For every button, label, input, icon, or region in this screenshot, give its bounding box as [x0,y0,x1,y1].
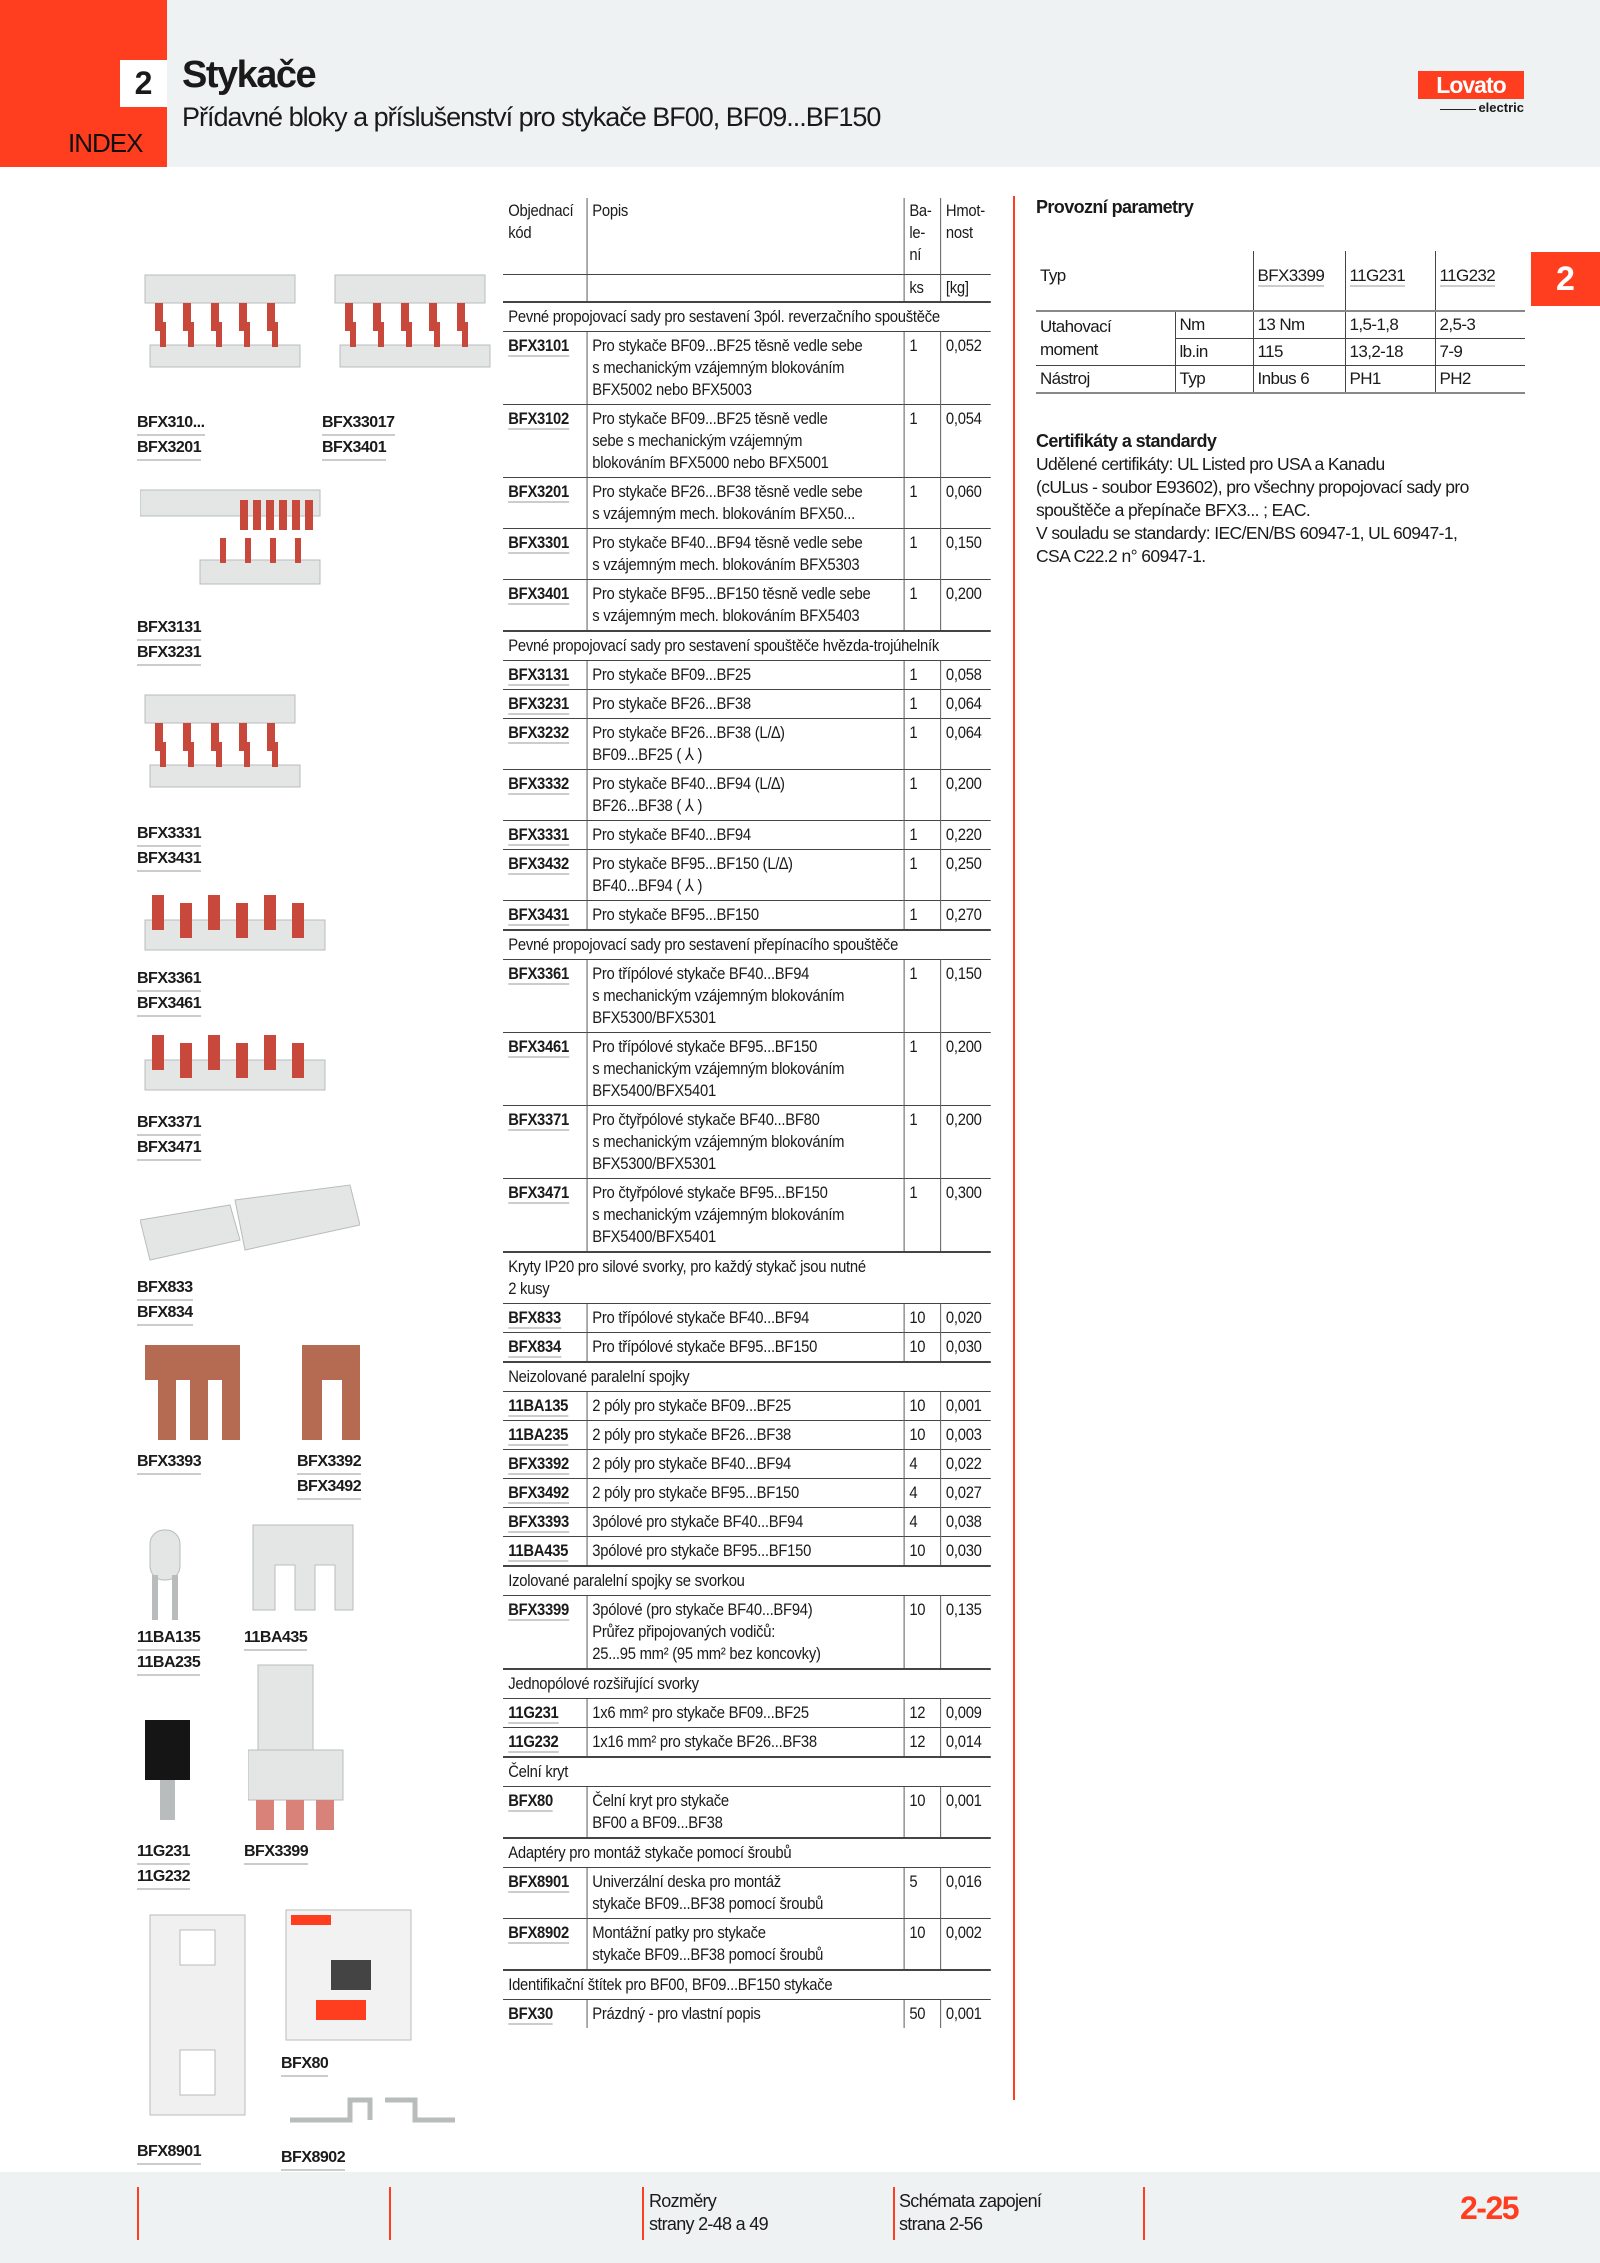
product-code-link[interactable]: 11BA435 [508,1540,569,1560]
col-pack-header: Ba- le- ní [904,198,941,274]
weight: 0,150 [940,528,991,579]
product-code-link[interactable]: BFX80 [508,1790,554,1810]
footer-divider [137,2187,139,2240]
product-code-link[interactable]: BFX3492 [297,1475,361,1500]
image-caption [137,1840,190,1890]
logo-electric: electric [1478,100,1524,115]
weight: 0,002 [940,1918,991,1970]
section-title: Jednopólové rozšiřující svorky [503,1669,991,1699]
product-code-link[interactable]: BFX3331 [508,824,569,844]
weight-unit: [kg] [940,274,991,302]
page-subtitle: Přídavné bloky a příslušenství pro stykače BF00, BF09...BF150 [182,102,881,132]
product-description: 2 póly pro stykače BF95...BF150 [587,1478,904,1507]
torque-label: Utahovací moment [1040,317,1112,359]
chapter-block [0,0,167,167]
pack-quantity: 10 [904,1918,941,1970]
section-title: Pevné propojovací sady pro sestavení spouštěče hvězda-trojúhelník [503,631,991,661]
nm-value: 13 Nm [1253,311,1345,339]
table-unit-row [503,274,991,302]
page-number: 2-25 [1460,2190,1519,2226]
tool-value: PH1 [1345,366,1435,394]
weight: 0,058 [940,660,991,689]
footer-divider [389,2187,391,2240]
table-row [503,1536,991,1566]
page-header [0,0,1600,167]
weight: 0,200 [940,769,991,820]
product-description: Pro čtyřpólové stykače BF95...BF150 s mechanickým vzájemným blokováním BFX5400/BFX5401 [587,1178,904,1252]
product-description: Pro stykače BF09...BF25 těsně vedle sebe s mechanickým vzájemným blokováním BFX5000 nebo BFX5001 [587,404,904,477]
cert-text: Udělené certifikáty: UL Listed pro USA a Kanadu (cULus - soubor E93602), pro všechny propojovací sady pro spouštěče a přepínače BFX3... ; EAC. V souladu se standardy: IEC/EN/BS 60947-1, UL 60947-1, CSA C22.2 n° 60947-1. [1036,454,1469,566]
table-row [503,1420,991,1449]
table-row [503,528,991,579]
weight: 0,200 [940,579,991,631]
index-link[interactable]: INDEX [68,128,143,158]
section-header [503,1669,991,1699]
weight: 0,001 [940,1999,991,2028]
product-code-link[interactable]: BFX8902 [508,1922,569,1942]
product-description: Pro stykače BF95...BF150 těsně vedle sebe s vzájemným mech. blokováním BFX5403 [587,579,904,631]
product-description: Pro stykače BF26...BF38 (L/∆) BF09...BF25 ( ⅄ ) [587,718,904,769]
product-code-link[interactable]: BFX3432 [508,853,569,873]
product-description: Pro stykače BF26...BF38 [587,689,904,718]
tool-value: Inbus 6 [1253,366,1345,394]
parallel-link-terminal-image [248,1660,348,1840]
product-description: 2 póly pro stykače BF26...BF38 [587,1420,904,1449]
product-code-link[interactable]: BFX3131 [508,664,569,684]
product-description: 3pólové pro stykače BF40...BF94 [587,1507,904,1536]
weight: 0,027 [940,1478,991,1507]
tool-value: PH2 [1435,366,1525,394]
footer-divider [642,2187,644,2240]
lovato-logo: Lovato [1418,71,1524,99]
product-code-link[interactable]: BFX3361 [508,963,569,983]
product-description: 3pólové (pro stykače BF40...BF94) Průřez připojovaných vodičů: 25...95 mm² (95 mm² bez koncovky) [587,1595,904,1669]
typ-label: Typ [1040,266,1066,285]
product-code-link[interactable]: BFX3331 [137,822,201,847]
section-header [503,1838,991,1868]
type-link[interactable]: BFX3399 [1257,266,1325,285]
section-title: Čelní kryt [503,1757,991,1787]
product-description: Čelní kryt pro stykače BF00 a BF09...BF38 [587,1786,904,1838]
product-code-link[interactable]: BFX3392 [297,1450,361,1475]
connection-kit-image [330,250,500,395]
image-caption [137,616,201,666]
pack-quantity: 10 [904,1595,941,1669]
section-title: Kryty IP20 pro silové svorky, pro každý stykač jsou nutné 2 kusy [503,1252,991,1304]
table-row [503,718,991,769]
table-row [503,660,991,689]
image-caption [137,2140,201,2165]
weight: 0,038 [940,1507,991,1536]
table-row [503,1303,991,1332]
pack-quantity: 10 [904,1332,941,1362]
product-description: 1x6 mm² pro stykače BF09...BF25 [587,1698,904,1727]
section-header [503,1970,991,2000]
table-row [503,1698,991,1727]
weight: 0,250 [940,849,991,900]
product-code-link[interactable]: BFX833 [137,1276,193,1301]
lbin-unit: lb.in [1175,339,1253,366]
weight: 0,001 [940,1391,991,1420]
pack-quantity: 1 [904,1105,941,1178]
lbin-value: 7-9 [1435,339,1525,366]
col-weight-header: Hmot- nost [940,198,991,274]
image-caption [137,1111,201,1161]
weight: 0,001 [940,1786,991,1838]
product-description: Pro třípólové stykače BF40...BF94 [587,1303,904,1332]
weight: 0,150 [940,959,991,1032]
cert-title: Certifikáty a standardy [1036,431,1217,451]
table-header-row [503,198,991,274]
product-table [503,198,991,2028]
connection-kit-image [140,250,310,395]
parallel-link-image [297,1335,367,1450]
col-desc-header: Popis [587,198,904,274]
product-description: Pro stykače BF95...BF150 [587,900,904,930]
table-row [503,1391,991,1420]
lbin-value: 13,2-18 [1345,339,1435,366]
pack-quantity: 5 [904,1867,941,1918]
pack-quantity: 1 [904,477,941,528]
pack-quantity: 1 [904,579,941,631]
product-code-link[interactable]: BFX3201 [508,481,569,501]
certificates [1036,430,1536,568]
image-caption [137,411,205,461]
section-header [503,302,991,332]
product-code-link[interactable]: BFX3231 [508,693,569,713]
weight: 0,003 [940,1420,991,1449]
product-code-link[interactable]: BFX3399 [244,1840,308,1865]
pack-quantity: 1 [904,1178,941,1252]
pack-quantity: 1 [904,660,941,689]
product-description: 3pólové pro stykače BF95...BF150 [587,1536,904,1566]
image-caption [137,822,201,872]
product-code-link[interactable]: 11G231 [137,1840,190,1865]
section-header [503,1566,991,1596]
col-code-header: Objednací kód [508,201,574,242]
type-link[interactable]: 11G232 [1439,266,1496,285]
product-code-link[interactable]: BFX8901 [137,2140,201,2165]
product-description: Pro stykače BF09...BF25 těsně vedle sebe s mechanickým vzájemným blokováním BFX5002 nebo BFX5003 [587,331,904,404]
product-code-link[interactable]: BFX3101 [508,335,569,355]
front-cover-image [281,1905,421,2050]
product-description: Pro stykače BF09...BF25 [587,660,904,689]
chapter-number: 2 [120,60,167,107]
pack-quantity: 10 [904,1303,941,1332]
weight: 0,270 [940,900,991,930]
type-link[interactable]: 11G231 [1349,266,1406,285]
image-caption [137,967,201,1017]
pack-quantity: 10 [904,1786,941,1838]
product-description: Univerzální deska pro montáž stykače BF09...BF38 pomocí šroubů [587,1867,904,1918]
tool-label: Nástroj [1040,369,1090,388]
product-description: 2 póly pro stykače BF40...BF94 [587,1449,904,1478]
mounting-plate-image [145,1910,255,2125]
weight: 0,064 [940,718,991,769]
table-row [503,1595,991,1669]
parallel-link-image [140,1335,250,1450]
weight: 0,020 [940,1303,991,1332]
weight: 0,014 [940,1727,991,1757]
product-code-link[interactable]: BFX3471 [508,1182,569,1202]
table-row [503,769,991,820]
weight: 0,135 [940,1595,991,1669]
weight: 0,022 [940,1449,991,1478]
table-row [503,1867,991,1918]
empty-cell [587,274,904,302]
weight: 0,060 [940,477,991,528]
product-code-link[interactable]: BFX3401 [322,436,386,461]
product-code-link[interactable]: BFX3461 [137,992,201,1017]
image-caption [244,1840,308,1865]
image-caption [281,2052,328,2077]
pack-quantity: 1 [904,900,941,930]
table-row [503,1786,991,1838]
product-code-link[interactable]: BFX3361 [137,967,201,992]
product-code-link[interactable]: BFX3399 [508,1599,569,1619]
product-code-link[interactable]: 11G232 [137,1865,190,1890]
product-code-link[interactable]: BFX3232 [508,722,569,742]
product-code-link[interactable]: BFX3492 [508,1482,569,1502]
product-code-link[interactable]: 11BA235 [508,1424,569,1444]
nm-value: 1,5-1,8 [1345,311,1435,339]
product-description: Pro stykače BF40...BF94 [587,820,904,849]
product-code-link[interactable]: BFX3431 [137,847,201,872]
image-caption [297,1450,361,1500]
pack-quantity: 1 [904,959,941,1032]
table-row [503,689,991,718]
table-row [503,1507,991,1536]
product-description: Pro čtyřpólové stykače BF40...BF80 s mechanickým vzájemným blokováním BFX5300/BFX5301 [587,1105,904,1178]
image-caption [322,411,395,461]
dimensions-link[interactable]: Rozměry strany 2-48 a 49 [649,2191,768,2234]
product-code-link[interactable]: 11BA135 [137,1626,200,1651]
mounting-feet-image [285,2080,465,2135]
pack-quantity: 1 [904,689,941,718]
section-title: Neizolované paralelní spojky [503,1362,991,1392]
table-row [503,1918,991,1970]
product-description: Montážní patky pro stykače stykače BF09...BF38 pomocí šroubů [587,1918,904,1970]
product-code-link[interactable]: BFX3471 [137,1136,201,1161]
image-caption [244,1626,307,1651]
section-title: Izolované paralelní spojky se svorkou [503,1566,991,1596]
product-description: Pro stykače BF95...BF150 (L/∆) BF40...BF94 ( ⅄ ) [587,849,904,900]
section-header [503,1757,991,1787]
product-code-link[interactable]: BFX3461 [508,1036,569,1056]
ip20-cover-image [140,1180,360,1275]
page-title: Stykače [182,54,316,96]
weight: 0,220 [940,820,991,849]
pack-unit: ks [904,274,941,302]
weight: 0,030 [940,1536,991,1566]
weight: 0,009 [940,1698,991,1727]
page-footer [0,2172,1600,2263]
table-row [503,477,991,528]
product-code-link[interactable]: BFX3431 [508,904,569,924]
changeover-kit-image [140,880,330,975]
product-code-link[interactable]: BFX3401 [508,583,569,603]
product-code-link[interactable]: BFX3371 [137,1111,201,1136]
table-row [503,1449,991,1478]
product-code-link[interactable]: BFX833 [508,1307,561,1327]
product-description: Pro stykače BF40...BF94 (L/∆) BF26...BF38 ( ⅄ ) [587,769,904,820]
product-code-link[interactable]: 11G231 [508,1702,559,1722]
product-description: 2 póly pro stykače BF09...BF25 [587,1391,904,1420]
tool-unit: Typ [1175,366,1253,394]
table-row [503,959,991,1032]
section-header [503,1252,991,1304]
chapter-side-tab[interactable]: 2 [1531,252,1600,306]
star-delta-kit-image [140,470,330,605]
product-description: Pro stykače BF40...BF94 těsně vedle sebe s vzájemným mech. blokováním BFX5303 [587,528,904,579]
product-code-link[interactable]: BFX834 [137,1301,193,1326]
product-description: Pro stykače BF26...BF38 těsně vedle sebe s vzájemným mech. blokováním BFX50... [587,477,904,528]
weight: 0,200 [940,1032,991,1105]
nm-value: 2,5-3 [1435,311,1525,339]
lbin-value: 115 [1253,339,1345,366]
operating-parameters [1036,197,1525,394]
params-table [1036,251,1525,394]
pack-quantity: 12 [904,1698,941,1727]
product-code-link[interactable]: BFX33017 [322,411,395,436]
product-description: 1x16 mm² pro stykače BF26...BF38 [587,1727,904,1757]
product-code-link[interactable]: BFX8902 [281,2146,345,2171]
parallel-link-image [140,1525,190,1630]
nm-unit: Nm [1175,311,1253,339]
section-header [503,930,991,960]
table-row [503,849,991,900]
pack-quantity: 10 [904,1536,941,1566]
section-title: Identifikační štítek pro BF00, BF09...BF150 stykače [503,1970,991,2000]
table-row [503,331,991,404]
terminal-image [140,1715,200,1830]
product-code-link[interactable]: BFX3102 [508,408,569,428]
pack-quantity: 12 [904,1727,941,1757]
table-row [503,1032,991,1105]
product-code-link[interactable]: 11BA435 [244,1626,307,1651]
product-code-link[interactable]: BFX3332 [508,773,569,793]
product-code-link[interactable]: BFX3393 [137,1450,201,1475]
weight: 0,200 [940,1105,991,1178]
table-row [503,579,991,631]
changeover-kit-image [140,1020,330,1115]
product-description: Pro třípólové stykače BF95...BF150 s mechanickým vzájemným blokováním BFX5400/BFX5401 [587,1032,904,1105]
product-code-link[interactable]: BFX3301 [508,532,569,552]
parallel-link-image [248,1510,358,1625]
image-caption [137,1626,200,1676]
section-title: Pevné propojovací sady pro sestavení přepínacího spouštěče [503,930,991,960]
product-code-link[interactable]: 11BA235 [137,1651,200,1676]
star-delta-kit-image [140,670,310,815]
product-code-link[interactable]: 11G232 [508,1731,559,1751]
footer-divider [1143,2187,1145,2240]
product-description: Pro třípólové stykače BF95...BF150 [587,1332,904,1362]
product-code-link[interactable]: BFX3201 [137,436,201,461]
empty-cell [503,274,587,302]
pack-quantity: 10 [904,1420,941,1449]
pack-quantity: 1 [904,528,941,579]
weight: 0,030 [940,1332,991,1362]
params-title: Provozní parametry [1036,197,1194,217]
table-row [503,1105,991,1178]
product-code-link[interactable]: BFX3392 [508,1453,569,1473]
pack-quantity: 1 [904,849,941,900]
product-code-link[interactable]: BFX3393 [508,1511,569,1531]
product-code-link[interactable]: BFX3371 [508,1109,569,1129]
weight: 0,016 [940,1867,991,1918]
image-caption [281,2146,345,2171]
table-row [503,1478,991,1507]
weight: 0,052 [940,331,991,404]
section-title: Adaptéry pro montáž stykače pomocí šroubů [503,1838,991,1868]
product-description: Pro třípólové stykače BF40...BF94 s mechanickým vzájemným blokováním BFX5300/BFX5301 [587,959,904,1032]
section-header [503,631,991,661]
pack-quantity: 50 [904,1999,941,2028]
pack-quantity: 1 [904,331,941,404]
table-row [503,1999,991,2028]
weight: 0,064 [940,689,991,718]
weight: 0,300 [940,1178,991,1252]
pack-quantity: 1 [904,820,941,849]
product-code-link[interactable]: 11BA135 [508,1395,569,1415]
footer-divider [893,2187,895,2240]
product-code-link[interactable]: BFX30 [508,2003,554,2023]
product-code-link[interactable]: BFX3131 [137,616,201,641]
product-code-link[interactable]: BFX834 [508,1336,561,1356]
pack-quantity: 10 [904,1391,941,1420]
table-row [503,404,991,477]
pack-quantity: 1 [904,404,941,477]
product-code-link[interactable]: BFX8901 [508,1871,569,1891]
image-caption [137,1450,201,1475]
pack-quantity: 1 [904,718,941,769]
weight: 0,054 [940,404,991,477]
product-code-link[interactable]: BFX3231 [137,641,201,666]
pack-quantity: 4 [904,1507,941,1536]
product-description: Prázdný - pro vlastní popis [587,1999,904,2028]
pack-quantity: 4 [904,1449,941,1478]
pack-quantity: 1 [904,769,941,820]
image-caption [137,1276,193,1326]
table-row [503,820,991,849]
wiring-link[interactable]: Schémata zapojení strana 2-56 [899,2191,1042,2234]
logo-subtext [1418,100,1524,115]
divider-line [1013,196,1015,2100]
section-title: Pevné propojovací sady pro sestavení 3pól. reverzačního spouštěče [503,302,991,332]
product-code-link[interactable]: BFX80 [281,2052,328,2077]
table-row [503,1332,991,1362]
product-code-link[interactable]: BFX310... [137,411,205,436]
table-row [503,900,991,930]
table-row [503,1178,991,1252]
pack-quantity: 1 [904,1032,941,1105]
table-row [503,1727,991,1757]
pack-quantity: 4 [904,1478,941,1507]
section-header [503,1362,991,1392]
